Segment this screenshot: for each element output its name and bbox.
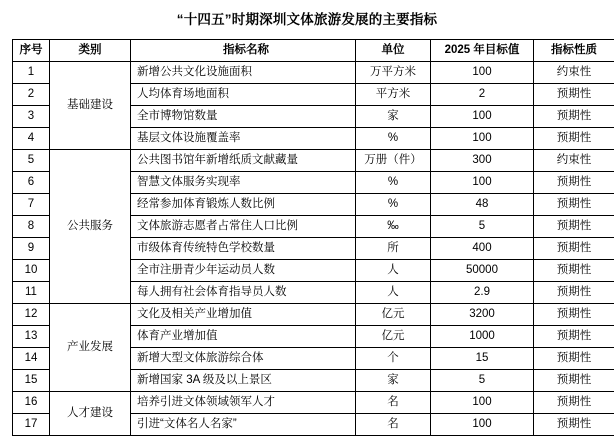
table-row bbox=[13, 304, 614, 326]
cell-unit: 平方米 bbox=[356, 84, 431, 106]
cell-indicator-name: 市级体育传统特色学校数量 bbox=[131, 238, 356, 260]
cell-target-value: 100 bbox=[431, 62, 534, 84]
cell-target-value: 100 bbox=[431, 172, 534, 194]
cell-indicator-name: 经常参加体育锻炼人数比例 bbox=[131, 194, 356, 216]
cell-indicator-type: 预期性 bbox=[534, 414, 614, 436]
cell-indicator-type: 预期性 bbox=[534, 238, 614, 260]
cell-indicator-name: 新增大型文体旅游综合体 bbox=[131, 348, 356, 370]
cell-indicator-name: 体育产业增加值 bbox=[131, 326, 356, 348]
table-row bbox=[13, 150, 614, 172]
cell-category: 人才建设 bbox=[50, 392, 131, 436]
cell-no: 14 bbox=[13, 348, 50, 370]
cell-no: 1 bbox=[13, 62, 50, 84]
cell-category: 产业发展 bbox=[50, 304, 131, 392]
cell-no: 3 bbox=[13, 106, 50, 128]
cell-no: 7 bbox=[13, 194, 50, 216]
cell-unit: 名 bbox=[356, 392, 431, 414]
cell-no: 15 bbox=[13, 370, 50, 392]
cell-target-value: 2.9 bbox=[431, 282, 534, 304]
cell-no: 11 bbox=[13, 282, 50, 304]
cell-indicator-type: 预期性 bbox=[534, 172, 614, 194]
cell-target-value: 15 bbox=[431, 348, 534, 370]
cell-indicator-type: 约束性 bbox=[534, 150, 614, 172]
cell-indicator-name: 新增国家 3A 级及以上景区 bbox=[131, 370, 356, 392]
cell-target-value: 400 bbox=[431, 238, 534, 260]
cell-unit: 家 bbox=[356, 370, 431, 392]
cell-unit: 个 bbox=[356, 348, 431, 370]
table-container bbox=[0, 39, 614, 436]
cell-unit: % bbox=[356, 172, 431, 194]
cell-indicator-name: 全市博物馆数量 bbox=[131, 106, 356, 128]
cell-indicator-name: 全市注册青少年运动员人数 bbox=[131, 260, 356, 282]
cell-indicator-type: 预期性 bbox=[534, 392, 614, 414]
cell-target-value: 5 bbox=[431, 216, 534, 238]
cell-no: 6 bbox=[13, 172, 50, 194]
cell-no: 9 bbox=[13, 238, 50, 260]
cell-indicator-name: 每人拥有社会体育指导员人数 bbox=[131, 282, 356, 304]
cell-target-value: 3200 bbox=[431, 304, 534, 326]
cell-unit: 亿元 bbox=[356, 326, 431, 348]
column-header-category: 类别 bbox=[50, 40, 131, 62]
cell-indicator-name: 基层文体设施覆盖率 bbox=[131, 128, 356, 150]
cell-indicator-name: 新增公共文化设施面积 bbox=[131, 62, 356, 84]
cell-indicator-name: 文体旅游志愿者占常住人口比例 bbox=[131, 216, 356, 238]
cell-indicator-type: 预期性 bbox=[534, 326, 614, 348]
cell-no: 16 bbox=[13, 392, 50, 414]
cell-indicator-name: 引进“文体名人名家” bbox=[131, 414, 356, 436]
cell-indicator-type: 预期性 bbox=[534, 370, 614, 392]
cell-target-value: 100 bbox=[431, 414, 534, 436]
cell-target-value: 300 bbox=[431, 150, 534, 172]
cell-indicator-type: 预期性 bbox=[534, 216, 614, 238]
cell-target-value: 5 bbox=[431, 370, 534, 392]
cell-unit: 家 bbox=[356, 106, 431, 128]
cell-unit: 亿元 bbox=[356, 304, 431, 326]
cell-indicator-type: 预期性 bbox=[534, 106, 614, 128]
cell-indicator-type: 预期性 bbox=[534, 304, 614, 326]
cell-indicator-type: 预期性 bbox=[534, 84, 614, 106]
cell-unit: 人 bbox=[356, 260, 431, 282]
metrics-table bbox=[12, 39, 614, 436]
table-body bbox=[13, 62, 614, 436]
cell-unit: 万册（件） bbox=[356, 150, 431, 172]
cell-category: 基础建设 bbox=[50, 62, 131, 150]
cell-unit: % bbox=[356, 128, 431, 150]
column-header-no: 序号 bbox=[13, 40, 50, 62]
cell-target-value: 100 bbox=[431, 392, 534, 414]
cell-no: 8 bbox=[13, 216, 50, 238]
cell-unit: % bbox=[356, 194, 431, 216]
cell-indicator-name: 培养引进文体领域领军人才 bbox=[131, 392, 356, 414]
cell-target-value: 50000 bbox=[431, 260, 534, 282]
table-header bbox=[13, 40, 614, 62]
column-header-name: 指标名称 bbox=[131, 40, 356, 62]
table-row bbox=[13, 392, 614, 414]
cell-unit: 名 bbox=[356, 414, 431, 436]
cell-no: 4 bbox=[13, 128, 50, 150]
table-row bbox=[13, 62, 614, 84]
page-title: “十四五”时期深圳文体旅游发展的主要指标 bbox=[0, 0, 614, 39]
cell-indicator-type: 预期性 bbox=[534, 194, 614, 216]
cell-target-value: 1000 bbox=[431, 326, 534, 348]
cell-target-value: 100 bbox=[431, 128, 534, 150]
cell-indicator-type: 预期性 bbox=[534, 348, 614, 370]
column-header-unit: 单位 bbox=[356, 40, 431, 62]
cell-target-value: 100 bbox=[431, 106, 534, 128]
cell-indicator-type: 预期性 bbox=[534, 260, 614, 282]
cell-unit: 万平方米 bbox=[356, 62, 431, 84]
cell-no: 12 bbox=[13, 304, 50, 326]
cell-unit: ‰ bbox=[356, 216, 431, 238]
cell-category: 公共服务 bbox=[50, 150, 131, 304]
cell-indicator-name: 公共图书馆年新增纸质文献藏量 bbox=[131, 150, 356, 172]
column-header-type: 指标性质 bbox=[534, 40, 614, 62]
table-header-row bbox=[13, 40, 614, 62]
cell-no: 17 bbox=[13, 414, 50, 436]
cell-no: 5 bbox=[13, 150, 50, 172]
cell-indicator-type: 预期性 bbox=[534, 128, 614, 150]
cell-target-value: 2 bbox=[431, 84, 534, 106]
cell-indicator-name: 文化及相关产业增加值 bbox=[131, 304, 356, 326]
cell-indicator-type: 约束性 bbox=[534, 62, 614, 84]
cell-indicator-name: 人均体育场地面积 bbox=[131, 84, 356, 106]
cell-no: 10 bbox=[13, 260, 50, 282]
cell-target-value: 48 bbox=[431, 194, 534, 216]
column-header-target: 2025 年目标值 bbox=[431, 40, 534, 62]
cell-no: 13 bbox=[13, 326, 50, 348]
cell-no: 2 bbox=[13, 84, 50, 106]
cell-unit: 所 bbox=[356, 238, 431, 260]
cell-indicator-name: 智慧文体服务实现率 bbox=[131, 172, 356, 194]
cell-unit: 人 bbox=[356, 282, 431, 304]
cell-indicator-type: 预期性 bbox=[534, 282, 614, 304]
